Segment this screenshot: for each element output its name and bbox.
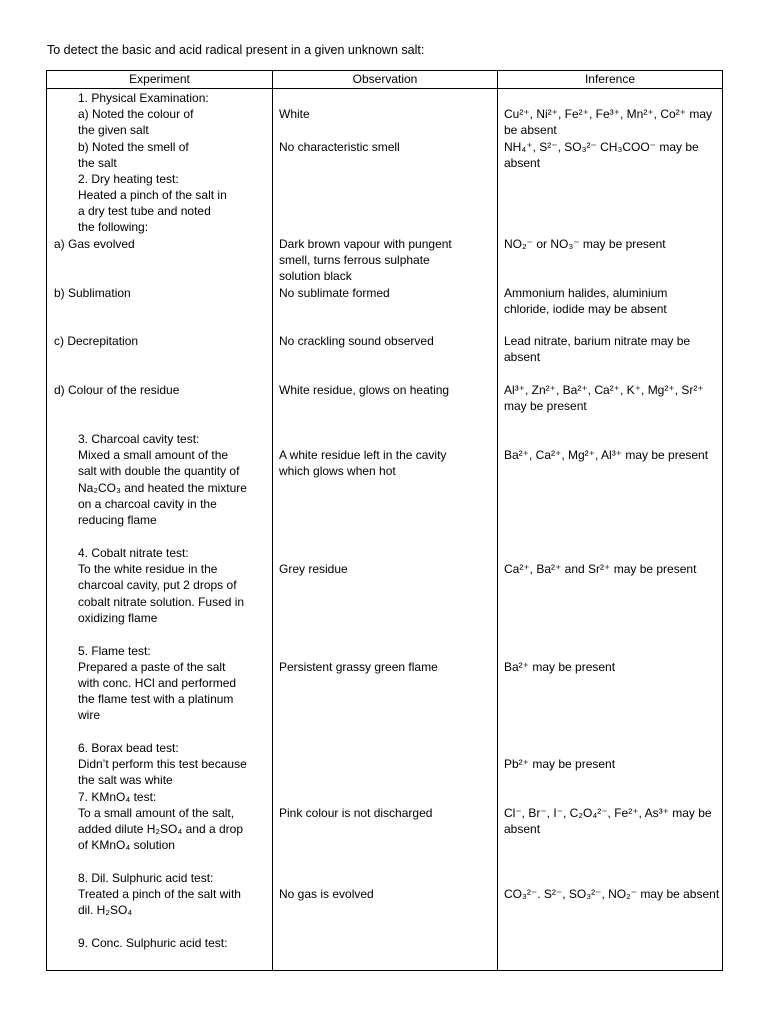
experiment-line: Treated a pinch of the salt with [78,887,241,901]
observation-line: which glows when hot [279,464,396,478]
experiment-line: 5. Flame test: [78,644,151,658]
header-experiment: Experiment [47,71,273,89]
experiment-line: charcoal cavity, put 2 drops of [78,578,237,592]
inference-line: chloride, iodide may be absent [504,302,667,316]
experiment-line: the salt was white [78,773,173,787]
experiment-line: wire [78,708,101,722]
observation-line: No crackling sound observed [279,334,434,348]
experiment-column [47,89,273,971]
inference-line: Al³⁺, Zn²⁺, Ba²⁺, Ca²⁺, K⁺, Mg²⁺, Sr²⁺ [504,383,704,397]
table-body-row [47,89,723,971]
experiment-line: of KMnO₄ solution [78,838,175,852]
inference-line: absent [504,822,541,836]
inference-line: Cl⁻, Br⁻, I⁻, C₂O₄²⁻, Fe²⁺, As³⁺ may be [504,806,712,820]
experiment-line: cobalt nitrate solution. Fused in [78,595,245,609]
experiment-line: a dry test tube and noted [78,204,211,218]
experiment-line: 9. Conc. Sulphuric acid test: [78,936,228,950]
header-inference: Inference [498,71,723,89]
experiment-line: d) Colour of the residue [54,383,180,397]
observation-line: Persistent grassy green flame [279,660,438,674]
experiment-line: To a small amount of the salt, [78,806,235,820]
inference-line: Cu²⁺, Ni²⁺, Fe²⁺, Fe³⁺, Mn²⁺, Co²⁺ may [504,107,713,121]
inference-line: CO₃²⁻. S²⁻, SO₃²⁻, NO₂⁻ may be absent [504,887,720,901]
experiment-line: dil. H₂SO₄ [78,903,133,917]
experiment-line: the given salt [78,123,149,137]
experiment-line: the salt [78,156,117,170]
experiment-line: Prepared a paste of the salt [78,660,226,674]
experiment-line: 7. KMnO₄ test: [78,790,157,804]
experiment-line: with conc. HCl and performed [78,676,237,690]
inference-line: absent [504,156,541,170]
experiment-line: 1. Physical Examination: [78,91,209,105]
observation-line: Pink colour is not discharged [279,806,433,820]
experiment-line: c) Decrepitation [54,334,139,348]
inference-line: Ba²⁺ may be present [504,660,616,674]
observation-column [273,89,498,971]
observation-line: A white residue left in the cavity [279,448,447,462]
experiment-line: the flame test with a platinum [78,692,234,706]
experiment-line: a) Gas evolved [54,237,135,251]
inference-column [498,89,723,971]
observation-line: White residue, glows on heating [279,383,450,397]
experiment-line: 2. Dry heating test: [78,172,179,186]
inference-line: absent [504,350,541,364]
experiment-line: oxidizing flame [78,611,158,625]
experiment-line: 3. Charcoal cavity test: [78,432,200,446]
experiment-line: the following: [78,220,149,234]
experiment-line: b) Noted the smell of [78,140,189,154]
observation-line: Dark brown vapour with pungent [279,237,452,251]
experiment-line: salt with double the quantity of [78,464,240,478]
experiment-line: To the white residue in the [78,562,218,576]
observation-line: Grey residue [279,562,348,576]
page-title: To detect the basic and acid radical present in a given unknown salt: [47,43,425,57]
observation-line: No characteristic smell [279,140,400,154]
inference-line: Pb²⁺ may be present [504,757,616,771]
observation-line: No sublimate formed [279,286,390,300]
experiment-line: Heated a pinch of the salt in [78,188,227,202]
inference-line: Ca²⁺, Ba²⁺ and Sr²⁺ may be present [504,562,697,576]
observation-line: White [279,107,310,121]
observation-line: solution black [279,269,352,283]
experiment-line: reducing flame [78,513,157,527]
header-observation: Observation [273,71,498,89]
experiment-line: added dilute H₂SO₄ and a drop [78,822,243,836]
table-header-row [47,71,723,89]
inference-line: NO₂⁻ or NO₃⁻ may be present [504,237,666,251]
experiment-line: Mixed a small amount of the [78,448,229,462]
observation-line: smell, turns ferrous sulphate [279,253,430,267]
experiment-line: on a charcoal cavity in the [78,497,217,511]
inference-line: Ammonium halides, aluminium [504,286,668,300]
experiment-line: b) Sublimation [54,286,131,300]
experiment-line: 6. Borax bead test: [78,741,179,755]
experiment-line: 8. Dil. Sulphuric acid test: [78,871,214,885]
inference-line: be absent [504,123,557,137]
experiment-line: Didn’t perform this test because [78,757,247,771]
inference-line: may be present [504,399,587,413]
inference-line: NH₄⁺, S²⁻, SO₃²⁻ CH₃COO⁻ may be [504,140,699,154]
inference-line: Ba²⁺, Ca²⁺, Mg²⁺, Al³⁺ may be present [504,448,709,462]
inference-line: Lead nitrate, barium nitrate may be [504,334,691,348]
observation-line: No gas is evolved [279,887,374,901]
experiment-table [46,70,723,971]
experiment-line: 4. Cobalt nitrate test: [78,546,189,560]
experiment-line: Na₂CO₃ and heated the mixture [78,481,247,495]
experiment-line: a) Noted the colour of [78,107,194,121]
